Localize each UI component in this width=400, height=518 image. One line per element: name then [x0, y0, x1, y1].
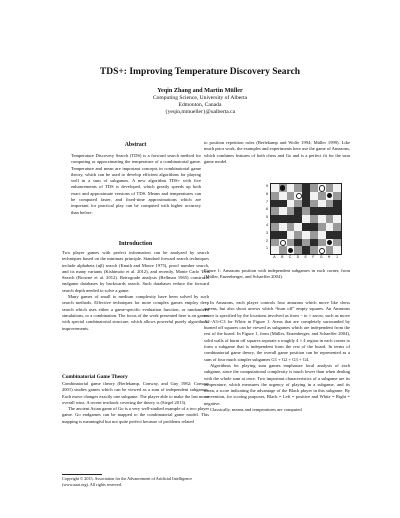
board-square: [287, 207, 295, 215]
board-square: [287, 200, 295, 208]
board-square: [287, 223, 295, 231]
footnote-rule: [62, 474, 102, 475]
intro-paragraph: Two player games with perfect information can be analyzed by search techniques based on the minimax principle. Standard forward search techniques include alphabeta (αβ) search (Knuth and Moore 1975), proof number search, and its many variants (Kishimoto et al. 2012), and recently, Monte Carlo Tree Search (Browne et al. 2012). Retrograde analysis (Bellman 1965) constructs endgame databases by backwards search. Such databases reduce the forward search depth needed to solve a game.: [62, 250, 209, 293]
introduction-body: [62, 250, 209, 332]
board-square: [310, 215, 318, 223]
file-label: E: [304, 255, 307, 259]
rank-label: 8: [266, 191, 268, 196]
board-square: [333, 207, 341, 215]
board-square: [326, 215, 334, 223]
authors: Yeqin Zhang and Martin Müller: [157, 87, 243, 94]
board-square: [294, 239, 302, 247]
board-square: [333, 231, 341, 239]
board-square: [287, 215, 295, 223]
board-square: [302, 231, 310, 239]
file-label: C: [288, 255, 292, 259]
board-square: [294, 184, 302, 192]
board-square: [326, 184, 334, 192]
board-square: [294, 231, 302, 239]
white-amazon-piece: [296, 193, 302, 199]
board-square: [271, 239, 279, 247]
cgt-body: [62, 381, 209, 425]
file-label: J: [336, 255, 338, 259]
board-square: [271, 246, 279, 254]
board-square: [271, 231, 279, 239]
board-square: [310, 200, 318, 208]
board-square: [333, 246, 341, 254]
abstract-text: Temperature Discovery Search (TDS) is a forward search method for computing or approximating the temperature of a combinatorial game. Temperature and mean are important concepts in combinatorial game theory, which can be used to develop efficient algorithms for playing well in a sum of subgames. A new algorithm TDS+ with five enhancements of TDS is developed, which greatly speeds up both exact and approximate versions of TDS. Means and temperatures can be computed faster, and fixed-time approximations which are important for practical play can be computed with higher accuracy than before.: [71, 153, 201, 215]
file-label: F: [312, 255, 315, 259]
board-square: [318, 184, 326, 192]
board-square: [326, 231, 334, 239]
board-square: [318, 223, 326, 231]
board-square: [302, 215, 310, 223]
rank-label: 5: [266, 215, 268, 220]
board-square: [326, 207, 334, 215]
board-square: [310, 239, 318, 247]
board-square: [318, 200, 326, 208]
board-square: [279, 200, 287, 208]
board-square: [294, 192, 302, 200]
board-square: [279, 231, 287, 239]
board-square: [279, 239, 287, 247]
board-square: [333, 223, 341, 231]
abstract-heading: Abstract: [124, 142, 147, 148]
black-amazon-piece: [288, 248, 293, 253]
board-square: [310, 223, 318, 231]
board-square: [333, 239, 341, 247]
board-square: [271, 207, 279, 215]
cgt-paragraph: The ancient Asian game of Go is a very well-studied example of a two player game. Go endgames can be mapped to the combinatorial game model. This mapping is meaningful but not quite perfect because of problems related: [62, 406, 209, 424]
cgt-heading: Combinatorial Game Theory: [62, 374, 128, 380]
board-square: [271, 192, 279, 200]
rank-label: 4: [266, 223, 268, 227]
rank-label: 3: [266, 230, 268, 235]
board-square: [294, 215, 302, 223]
board-square: [318, 207, 326, 215]
right-column-body: [204, 300, 350, 413]
affiliation-email: {yeqin,mmueller}@ualberta.ca: [164, 109, 236, 115]
board-square: [318, 239, 326, 247]
file-label: D: [296, 255, 300, 259]
board-square: [302, 223, 310, 231]
board-square: [333, 184, 341, 192]
board-square: [326, 192, 334, 200]
board-square: [326, 239, 334, 247]
board-square: [310, 207, 318, 215]
board-square: [294, 207, 302, 215]
rank-label: 9: [266, 184, 268, 188]
board-square: [333, 215, 341, 223]
white-amazon-piece: [319, 248, 325, 254]
board-square: [271, 215, 279, 223]
rank-label: 1: [266, 246, 268, 251]
board-square: [287, 239, 295, 247]
board-square: [279, 207, 287, 215]
board-square: [310, 246, 318, 254]
board-square: [326, 200, 334, 208]
board-square: [302, 207, 310, 215]
board-square: [279, 184, 287, 192]
file-label: B: [281, 255, 284, 259]
paper-title: TDS+: Improving Temperature Discovery Search: [99, 67, 301, 77]
body-paragraph: Algorithms for playing sum games emphasize local analysis of each subgame, since the computational complexity is much lower than when dealing with the whole sum at once. Two important characteristics of a subgame are its temperature, which measures the urgency of playing in a subgame, and its mean, a score indicating the advantage of the Black player in this subgame. By convention, for scoring purposes, Black = Left = positive and White = Right = negative.: [204, 362, 350, 406]
board-square: [310, 192, 318, 200]
board-square: [326, 223, 334, 231]
board-square: [279, 192, 287, 200]
body-paragraph: In Amazons, each player controls four amazons which move like chess queens, but also shoot arrows which “burn off” empty squares. An Amazons move is specified by the locations involved as from − to × arrow, such as move A2−A3×C3 for White in Figure 1. Areas that are completely surrounded by burned off squares can be viewed as subgames which are independent from the rest of the board. In Figure 1, from (Müller, Enzenberger, and Schaeffer 2004), solid walls of burnt off squares separate a roughly 4 × 4 region in each corner to form a subgame that is independent from the rest of the board. In terms of combinatorial game theory, the overall game position can be represented as a sum of four much simpler subgames G1 + G2 + G3 + G4.: [204, 300, 350, 362]
file-label: G: [319, 255, 323, 259]
board-square: [287, 184, 295, 192]
board-square: [287, 246, 295, 254]
affiliation-dept: Computing Science, University of Alberta: [152, 95, 248, 101]
board-square: [279, 215, 287, 223]
figure-caption: Figure 1: Amazons position with independent subgames in each corner, from (Müller, Enzenberger, and Schaeffer 2004).: [204, 268, 350, 280]
rank-label: 6: [266, 207, 268, 212]
board-square: [318, 246, 326, 254]
board-square: [294, 246, 302, 254]
black-amazon-piece: [280, 185, 285, 190]
rank-label: 2: [266, 238, 268, 243]
board-square: [326, 246, 334, 254]
board-square: [287, 192, 295, 200]
board-square: [318, 192, 326, 200]
board-square: [333, 200, 341, 208]
board-square: [302, 246, 310, 254]
board-square: [294, 200, 302, 208]
board-square: [271, 223, 279, 231]
board-square: [318, 215, 326, 223]
cgt-paragraph: Combinatorial game theory (Berlekamp, Conway, and Guy 1982; Conway 2001) studies games which can be viewed as a sum of independent subgames. Each move changes exactly one subgame. The player able to make the last move overall wins. A recent textbook covering the theory is (Siegel 2013).: [62, 381, 209, 405]
board-square: [294, 223, 302, 231]
board-square: [287, 231, 295, 239]
board-square: [310, 184, 318, 192]
board-square: [333, 192, 341, 200]
board-square: [318, 231, 326, 239]
board-square: [302, 184, 310, 192]
white-amazon-piece: [280, 240, 286, 246]
board-square: [271, 184, 279, 192]
board-square: [271, 200, 279, 208]
body-paragraph: Classically, means and temperatures are computed: [210, 407, 302, 413]
copyright-notice: Copyright © 2015, Association for the Advancement of Artificial Intelligence (www.aaai.org). All rights reserved.: [62, 476, 192, 487]
black-amazon-piece: [327, 193, 332, 198]
affiliation-city: Edmonton, Canada: [178, 102, 222, 108]
white-amazon-piece: [319, 185, 325, 191]
amazons-board: [270, 183, 342, 255]
file-label: H: [327, 255, 331, 259]
intro-paragraph: Many games of small to medium complexity have been solved by such search methods. Effective techniques for more complex games employ deep search which uses either a game-specific evaluation function, or randomized simulations, or a combination. The focus of the work presented here is on games with special combinatorial structure, which allows powerful purely algorithmic improvements.: [62, 294, 209, 331]
board-square: [302, 200, 310, 208]
board-square: [302, 239, 310, 247]
board-square: [279, 246, 287, 254]
black-amazon-piece: [327, 240, 332, 245]
board-square: [310, 231, 318, 239]
introduction-heading: Introduction: [118, 240, 153, 247]
board-square: [279, 223, 287, 231]
board-square: [302, 192, 310, 200]
rank-label: 7: [266, 199, 268, 204]
file-label: A: [273, 255, 276, 259]
right-column-top: to position repetition rules (Berlekamp and Wolfe 1994; Müller 1999). Like much prior work, the examples and experiments here use the game of Amazons, which combines features of both chess and Go and is a perfect fit for the sum game model.: [204, 140, 350, 164]
